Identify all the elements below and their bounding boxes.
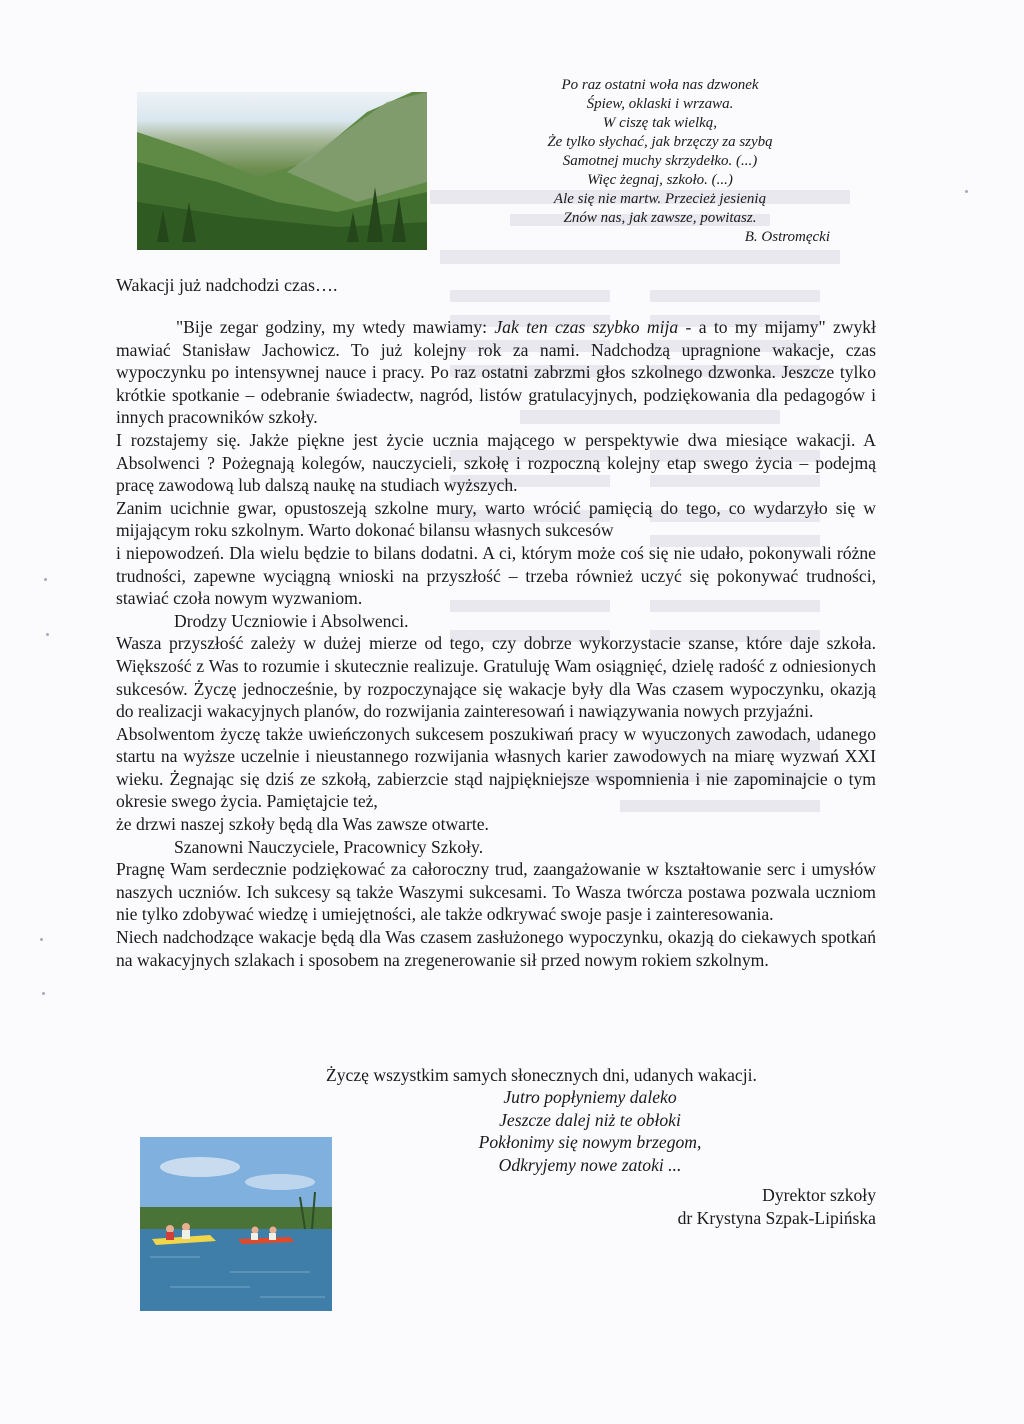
signature-title: Dyrektor szkoły — [762, 1185, 876, 1205]
scan-speck — [40, 938, 43, 941]
scan-speck — [42, 992, 45, 995]
opening-poem — [480, 76, 840, 247]
poem-line: Samotnej muchy skrzydełko. (...) — [562, 153, 758, 169]
poem-line: W ciszę tak wielką, — [602, 115, 718, 131]
paragraph: Niech nadchodzące wakacje będą dla Was czasem zasłużonego wypoczynku, okazją do ciekawych spotkań na wakacyjnych szlakach i sposobem na zregenerowanie sił przed nowym rokiem szkolnym. — [116, 927, 876, 970]
paragraph: Absolwentom życzę także uwieńczonych sukcesem poszukiwań pracy w wyuczonych zawodach, udanego startu na wyższe uczelnie i nieustannego rozwijania własnych karier zawodowych na miarę wyzwań XXI wieku. Żegnając się dziś ze szkołą, zabierzcie stąd najpiękniejsze wspomnienia i nie zapominajcie o tym okresie swego życia. Pamiętajcie też, — [116, 723, 876, 812]
quote-close: - a to my mijamy" zwykł mawiać Stanisław Jachowicz. To już kolejny rok za nami. Nadchodzą upragnione wakacje, czas wypoczynku po intensywnej nauce i pracy. Po raz ostatni zabrzmi głos szkolnego dzwonka. Jeszcze tylko krótkie spotkanie – odebranie świadectw, nagród, listów gratulacyjnych, podziękowania dla pedagogów i innych pracowników szkoły. — [116, 317, 876, 428]
wishes — [116, 1064, 876, 1087]
scan-speck — [965, 190, 968, 193]
kayak-lake-photo — [140, 1137, 332, 1311]
signature-block — [678, 1184, 876, 1229]
poem-line: Więc żegnaj, szkoło. (...) — [587, 172, 733, 188]
paragraph: Wasza przyszłość zależy w dużej mierze od tego, czy dobrze wykorzystacie szanse, które daje szkoła. Większość z Was to rozumie i skutecznie realizuje. Gratuluję Wam osiągnięć, dzielę radość z odniesionych sukcesów. Życzę jednocześnie, by rozpoczynające się wakacje były dla Was czasem wypoczynku, okazją do realizacji wakacyjnych planów, do rozwijania zainteresowań i nawiązywania nowych przyjaźni. — [116, 633, 876, 722]
poem-line: Jutro popłyniemy daleko — [503, 1087, 677, 1107]
scan-speck — [46, 633, 49, 636]
poem-line: Po raz ostatni woła nas dzwonek — [561, 77, 759, 93]
paragraph: i niepowodzeń. Dla wielu będzie to bilans dodatni. A ci, którym może coś się nie udało, pokonywali różne trudności, zapewne wyciągną wnioski na przyszłość – trzeba również uczyć się pokonywać trudności, stawiać czoła nowym wyzwaniom. — [116, 542, 876, 609]
poem-line: Że tylko słychać, jak brzęczy za szybą — [547, 134, 773, 150]
quote-open: "Bije zegar godziny, my wtedy mawiamy: — [176, 317, 495, 337]
letter-body — [116, 316, 876, 971]
poem-line: Odkryjemy nowe zatoki ... — [498, 1154, 682, 1175]
poem-line: Śpiew, oklaski i wrzawa. — [586, 96, 734, 112]
greeting-teachers: Szanowni Nauczyciele, Pracownicy Szkoły. — [174, 836, 484, 857]
wish-line: Życzę wszystkim samych słonecznych dni, udanych wakacji. — [326, 1065, 757, 1085]
closing-poem — [420, 1086, 760, 1176]
paragraph: że drzwi naszej szkoły będą dla Was zawsze otwarte. — [116, 814, 489, 835]
paragraph: I rozstajemy się. Jakże piękne jest życie ucznia mającego w perspektywie dwa miesiące wakacji. A Absolwenci ? Pożegnają kolegów, nauczycieli, szkołę i rozpoczną kolejny etap swego życia – podejmą pracę zawodową lub dalszą naukę na studiach wyższych. — [116, 429, 876, 496]
poem-line: Pokłonimy się nowym brzegom, — [478, 1132, 702, 1153]
greeting-students: Drodzy Uczniowie i Absolwenci. — [174, 610, 409, 631]
quote-italic: Jak ten czas szybko mija — [494, 317, 679, 337]
mountain-valley-photo — [137, 92, 427, 250]
paragraph: Zanim ucichnie gwar, opustoszeją szkolne mury, warto wrócić pamięcią do tego, co wydarzyło się w mijającym roku szkolnym. Warto dokonać bilansu własnych sukcesów — [116, 497, 876, 541]
signature-name: dr Krystyna Szpak-Lipińska — [677, 1207, 876, 1228]
poem-author: B. Ostromęcki — [744, 229, 830, 245]
scan-speck — [44, 578, 47, 581]
poem-line: Ale się nie martw. Przecież jesienią — [553, 191, 767, 207]
poem-line: Jeszcze dalej niż te obłoki — [499, 1109, 681, 1130]
intro-line: Wakacji już nadchodzi czas…. — [116, 275, 338, 295]
poem-line: Znów nas, jak zawsze, powitasz. — [563, 210, 757, 226]
paragraph: Pragnę Wam serdecznie podziękować za całoroczny trud, zaangażowanie w kształtowanie serc i umysłów naszych uczniów. Ich sukcesy są także Waszymi sukcesami. To Wasza twórcza postawa pozwala uczniom nie tylko zdobywać wiedzę i umiejętności, ale także odkrywać swoje pasje i zainteresowania. — [116, 859, 876, 925]
paragraph-quote — [116, 316, 876, 429]
